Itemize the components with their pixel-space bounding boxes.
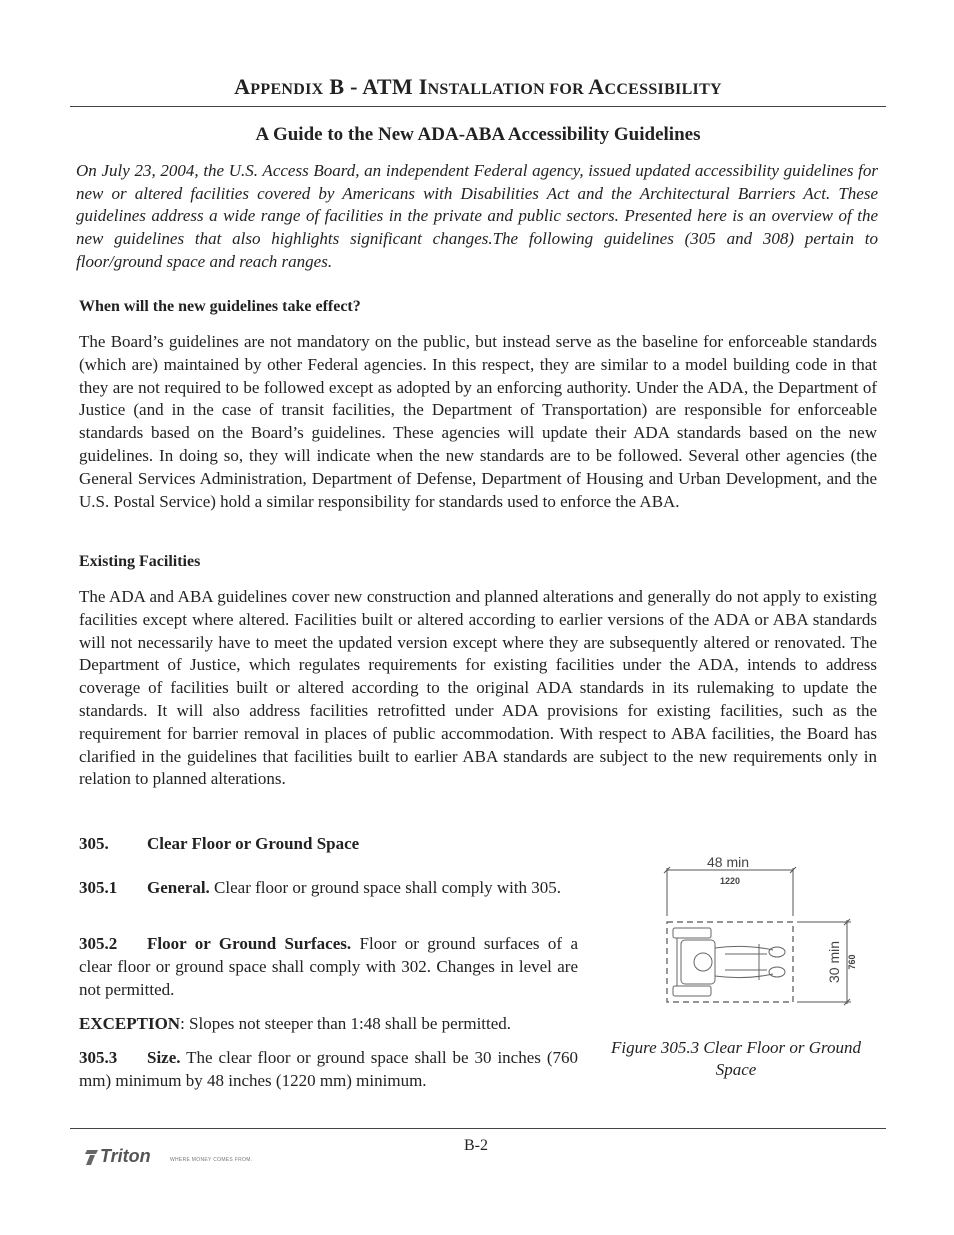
clear-floor-figure <box>655 848 870 1013</box>
when-heading: When will the new guidelines take effect? <box>79 298 361 315</box>
section-305-3 <box>79 1047 578 1093</box>
figure-caption: Figure 305.3 Clear Floor or Ground Space <box>611 1038 861 1079</box>
triton-logo-icon <box>84 1148 100 1166</box>
clear-space-rectangle <box>667 922 793 1002</box>
exception-label: EXCEPTION <box>79 1014 181 1033</box>
section-305-heading <box>79 833 578 856</box>
existing-body: The ADA and ABA guidelines cover new construction and planned alterations and generally do not apply to existing facilities except where altered. Facilities built or altered according to earlier versions of the ADA or ABA standards will not necessarily have to meet the updated version except where they are subsequently altered or renovated. The Department of Justice, which regulates requirements for existing facilities under the ADA, intends to address coverage of facilities built or altered according to the original ADA standards in its rulemaking to update the standards. It will also address facilities retrofitted under ADA provisions for existing facilities, such as the requirement for barrier removal in places of public accommodation. With respect to ABA facilities, the Board has clarified in the guidelines that facilities built to earlier ABA standards are subject to the new requirements only in relation to planned alterations. <box>79 587 877 789</box>
intro-paragraph: On July 23, 2004, the U.S. Access Board, an independent Federal agency, issued updated accessibility guidelines for new or altered facilities covered by Americans with Disabilities Act and the Architectural Barriers Act. These guidelines address a wide range of facilities in the private and public sectors. Presented here is an overview of the new guidelines that also highlights significant changes.The following guidelines (305 and 308) pertain to floor/ground space and reach ranges. <box>76 161 878 271</box>
width-label: 48 min <box>706 854 750 870</box>
appendix-title <box>70 74 886 100</box>
page-number: B-2 <box>464 1137 488 1154</box>
title-part: A <box>588 74 605 99</box>
existing-heading: Existing Facilities <box>79 553 201 570</box>
logo-wordmark: Triton <box>100 1146 151 1166</box>
title-part: NSTALLATION FOR <box>427 81 589 98</box>
header-rule <box>70 106 886 107</box>
title-part: B - ATM <box>323 74 419 99</box>
section-title: General. <box>147 878 210 897</box>
logo-tagline: WHERE MONEY COMES FROM. <box>170 1157 253 1163</box>
section-305-2 <box>79 933 578 1001</box>
title-part: I <box>418 74 428 99</box>
title-part: A <box>234 74 251 99</box>
section-title: Floor or Ground Surfaces. <box>147 934 352 953</box>
section-text: The clear floor or ground space shall be 30 inches (760 mm) minimum by 48 inches (1220 mm) minimum. <box>79 1048 578 1090</box>
section-number: 305.1 <box>79 878 118 897</box>
exception-text: : Slopes not steeper than 1:48 shall be permitted. <box>180 1014 512 1033</box>
section-number: 305.3 <box>79 1048 118 1067</box>
guide-title: A Guide to the New ADA-ABA Accessibility Guidelines <box>255 124 701 145</box>
depth-mm-label: 760 <box>847 954 857 970</box>
section-text: Floor or ground surfaces of a clear floor or ground space shall comply with 302. Changes in level are not permitted. <box>79 934 579 999</box>
section-title: Size. <box>147 1048 181 1067</box>
title-part: CCESSIBILITY <box>604 81 722 98</box>
section-305-1 <box>79 877 578 900</box>
section-text: Clear floor or ground space shall comply with 305. <box>209 878 562 897</box>
depth-label: 30 min <box>826 940 842 984</box>
when-body: The Board’s guidelines are not mandatory on the public, but instead serve as the baseline for enforceable standards (which are) maintained by other Federal agencies. In this respect, they are similar to a model building code in that they are not required to be followed except as adopted by an enforcing authority. Under the ADA, the Department of Justice (and in the case of transit facilities, the Department of Transportation) are responsible for enforceable standards based on the Board’s guidelines. These agencies will update their ADA standards based on the new guidelines. In doing so, they will indicate when the new standards are to be followed. Several other agencies (the General Services Administration, Department of Defense, Department of Housing and Urban Development, and the U.S. Postal Service) hold a similar responsibility for standards used to enforce the ABA. <box>79 332 877 511</box>
section-number: 305.2 <box>79 934 118 953</box>
footer-rule <box>70 1128 886 1129</box>
triton-logo <box>84 1146 254 1170</box>
wheelchair-icon <box>673 928 785 996</box>
width-mm-label: 1220 <box>719 876 741 886</box>
exception-line <box>79 1013 578 1036</box>
title-part: PPENDIX <box>250 81 324 98</box>
section-title: Clear Floor or Ground Space <box>147 834 360 853</box>
section-number: 305. <box>79 834 109 853</box>
